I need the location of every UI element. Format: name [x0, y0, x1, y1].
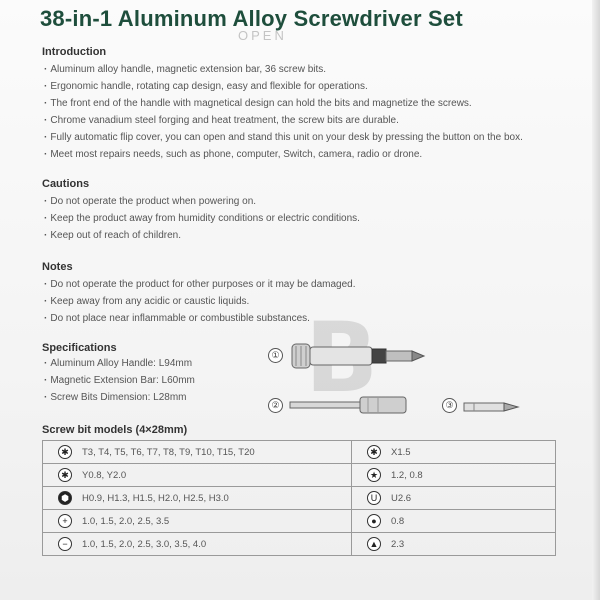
bit-sizes: 1.0, 1.5, 2.0, 2.5, 3.5 [82, 515, 170, 527]
open-label: OPEN [238, 28, 287, 43]
bit-type-icon: ✱ [367, 445, 381, 459]
specifications-heading: Specifications [42, 342, 117, 354]
bit-models-table [42, 440, 556, 556]
bit-cell-left [43, 487, 352, 510]
bit-sizes: T3, T4, T5, T6, T7, T8, T9, T10, T15, T20 [82, 446, 255, 458]
bit-type-icon: ● [367, 514, 381, 528]
list-item: · Meet most repairs needs, such as phone, computer, Switch, camera, radio or drone. [44, 146, 523, 163]
list-item: · Do not place near inflammable or combustible substances. [44, 310, 356, 327]
bit-cell-right [352, 533, 556, 556]
bit-type-icon: ▲ [367, 537, 381, 551]
list-item: · Aluminum Alloy Handle: L94mm [44, 355, 195, 372]
list-item: · Do not operate the product when powering on. [44, 193, 360, 210]
handle-illustration [290, 340, 430, 372]
bit-sizes: Y0.8, Y2.0 [82, 469, 127, 481]
bit-cell-right [352, 510, 556, 533]
bit-sizes: 1.0, 1.5, 2.0, 2.5, 3.0, 3.5, 4.0 [82, 538, 207, 550]
list-item: · Do not operate the product for other purposes or it may be damaged. [44, 276, 356, 293]
bit-type-icon: ⬢ [58, 491, 72, 505]
page-title: 38-in-1 Aluminum Alloy Screwdriver Set [40, 6, 463, 31]
bit-sizes: 2.3 [391, 538, 405, 550]
diagram-number-3: ③ [442, 398, 457, 413]
notes-heading: Notes [42, 261, 73, 273]
list-item: · Magnetic Extension Bar: L60mm [44, 372, 195, 389]
table-row [43, 510, 556, 533]
table-row [43, 533, 556, 556]
bit-type-icon: + [58, 514, 72, 528]
bit-cell-left [43, 533, 352, 556]
bit-sizes: H0.9, H1.3, H1.5, H2.0, H2.5, H3.0 [82, 492, 229, 504]
table-row [43, 441, 556, 464]
bit-models-heading: Screw bit models (4×28mm) [42, 424, 188, 436]
list-item: · Chrome vanadium steel forging and heat treatment, the screw bits are durable. [44, 112, 523, 129]
bit-type-icon: ✱ [58, 468, 72, 482]
bit-type-icon: ✱ [58, 445, 72, 459]
diagram-number-1: ① [268, 348, 283, 363]
bit-type-icon: − [58, 537, 72, 551]
table-row [43, 487, 556, 510]
bit-cell-right [352, 487, 556, 510]
list-item: · Aluminum alloy handle, magnetic extension bar, 36 screw bits. [44, 61, 523, 78]
screw-bit-illustration [462, 400, 522, 414]
list-item: · Fully automatic flip cover, you can open and stand this unit on your desk by pressing the button on the box. [44, 129, 523, 146]
introduction-heading: Introduction [42, 46, 107, 58]
diagram-number-2: ② [268, 398, 283, 413]
introduction-list [44, 61, 523, 163]
bit-sizes: U2.6 [391, 492, 412, 504]
table-row [43, 464, 556, 487]
bit-type-icon: ★ [367, 468, 381, 482]
bit-cell-left [43, 464, 352, 487]
bit-cell-left [43, 441, 352, 464]
cautions-heading: Cautions [42, 178, 90, 190]
page-edge [592, 0, 600, 600]
bit-sizes: 1.2, 0.8 [391, 469, 423, 481]
product-diagram [262, 340, 582, 420]
bit-cell-right [352, 441, 556, 464]
list-item: · The front end of the handle with magnetical design can hold the bits and magnetize the screws. [44, 95, 523, 112]
bit-sizes: X1.5 [391, 446, 411, 458]
list-item: · Keep out of reach of children. [44, 227, 360, 244]
list-item: · Screw Bits Dimension: L28mm [44, 389, 195, 406]
bit-type-icon: U [367, 491, 381, 505]
bit-sizes: 0.8 [391, 515, 405, 527]
list-item: · Keep the product away from humidity conditions or electric conditions. [44, 210, 360, 227]
specifications-list [44, 355, 195, 406]
list-item: · Keep away from any acidic or caustic liquids. [44, 293, 356, 310]
extension-bar-illustration [288, 394, 418, 416]
list-item: · Ergonomic handle, rotating cap design, easy and flexible for operations. [44, 78, 523, 95]
bit-cell-right [352, 464, 556, 487]
bit-cell-left [43, 510, 352, 533]
cautions-list [44, 193, 360, 244]
